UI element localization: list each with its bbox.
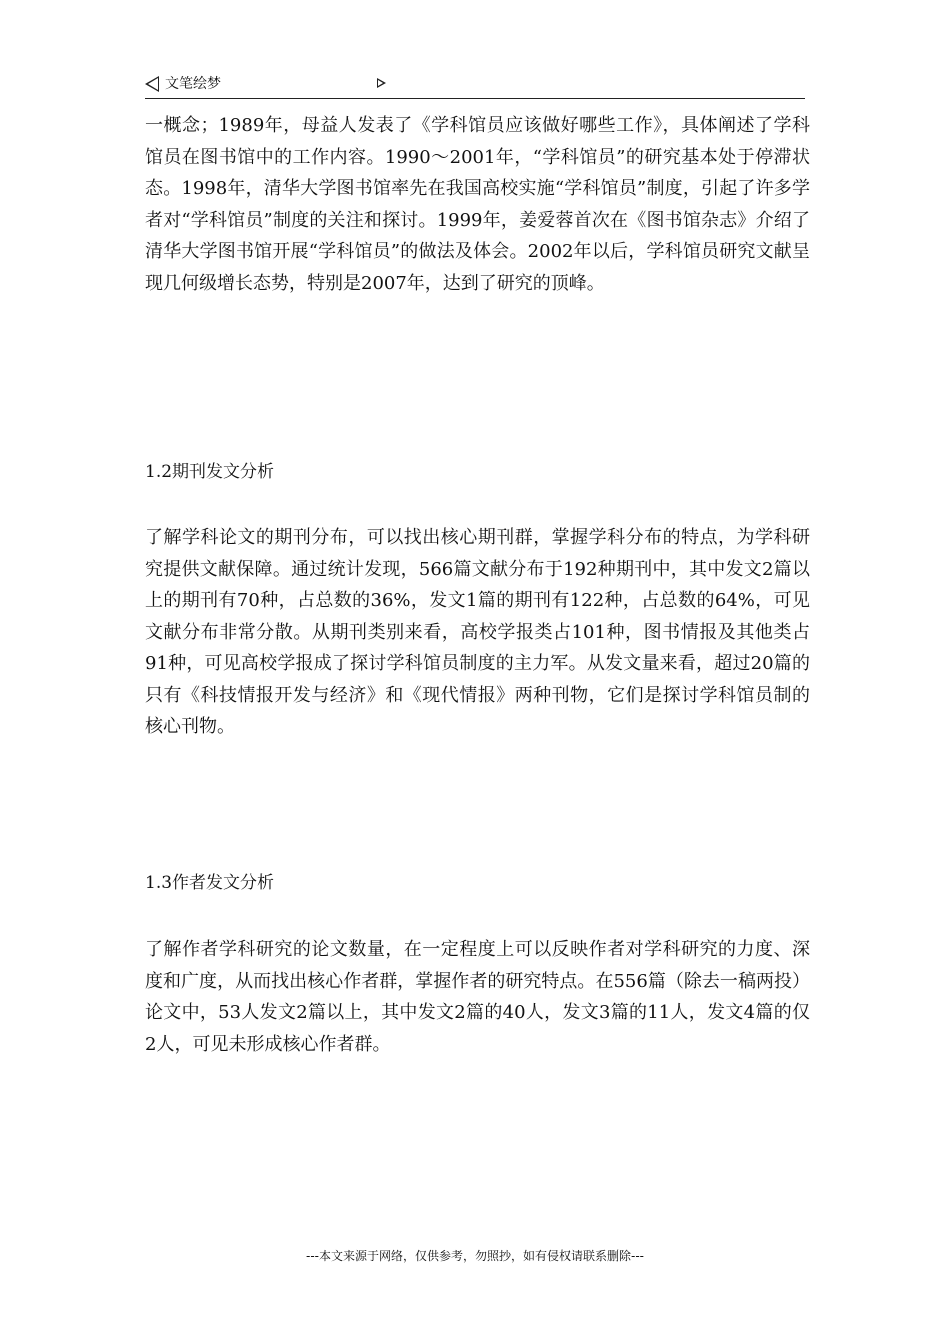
section-heading-journal: 1.2期刊发文分析	[145, 462, 275, 482]
paragraph-author-analysis: 了解作者学科研究的论文数量，在一定程度上可以反映作者对学科研究的力度、深度和广度，从而找出核心作者群，掌握作者的研究特点。在556篇（除去一稿两投）论文中，53人发文2篇以上，其中发文2篇的40人，发文3篇的11人，发文4篇的仅2人，可见未形成核心作者群。	[145, 939, 810, 1055]
page-header	[145, 74, 805, 99]
header-brand: 文笔绘梦	[165, 76, 221, 92]
triangle-left-icon	[145, 76, 159, 92]
section-heading-author: 1.3作者发文分析	[145, 873, 275, 893]
paragraph-history: 一概念；1989年，母益人发表了《学科馆员应该做好哪些工作》，具体阐述了学科馆员在图书馆中的工作内容。1990～2001年，“学科馆员”的研究基本处于停滞状态。1998年，清华大学图书馆率先在我国高校实施“学科馆员”制度，引起了许多学者对“学科馆员”制度的关注和探讨。1999年，姜爱蓉首次在《图书馆杂志》介绍了清华大学图书馆开展“学科馆员”的做法及体会。2002年以后，学科馆员研究文献呈现几何级增长态势，特别是2007年，达到了研究的顶峰。	[145, 115, 810, 294]
footer-disclaimer: ---本文来源于网络，仅供参考，勿照抄，如有侵权请联系删除---	[306, 1249, 644, 1263]
paragraph-journal-analysis: 了解学科论文的期刊分布，可以找出核心期刊群，掌握学科分布的特点，为学科研究提供文献保障。通过统计发现，566篇文献分布于192种期刊中，其中发文2篇以上的期刊有70种，占总数的36%，发文1篇的期刊有122种，占总数的64%，可见文献分布非常分散。从期刊类别来看，高校学报类占101种，图书情报及其他类占91种，可见高校学报成了探讨学科馆员制度的主力军。从发文量来看，超过20篇的只有《科技情报开发与经济》和《现代情报》两种刊物，它们是探讨学科馆员制的核心刊物。	[145, 527, 810, 737]
triangle-right-icon	[377, 78, 386, 88]
